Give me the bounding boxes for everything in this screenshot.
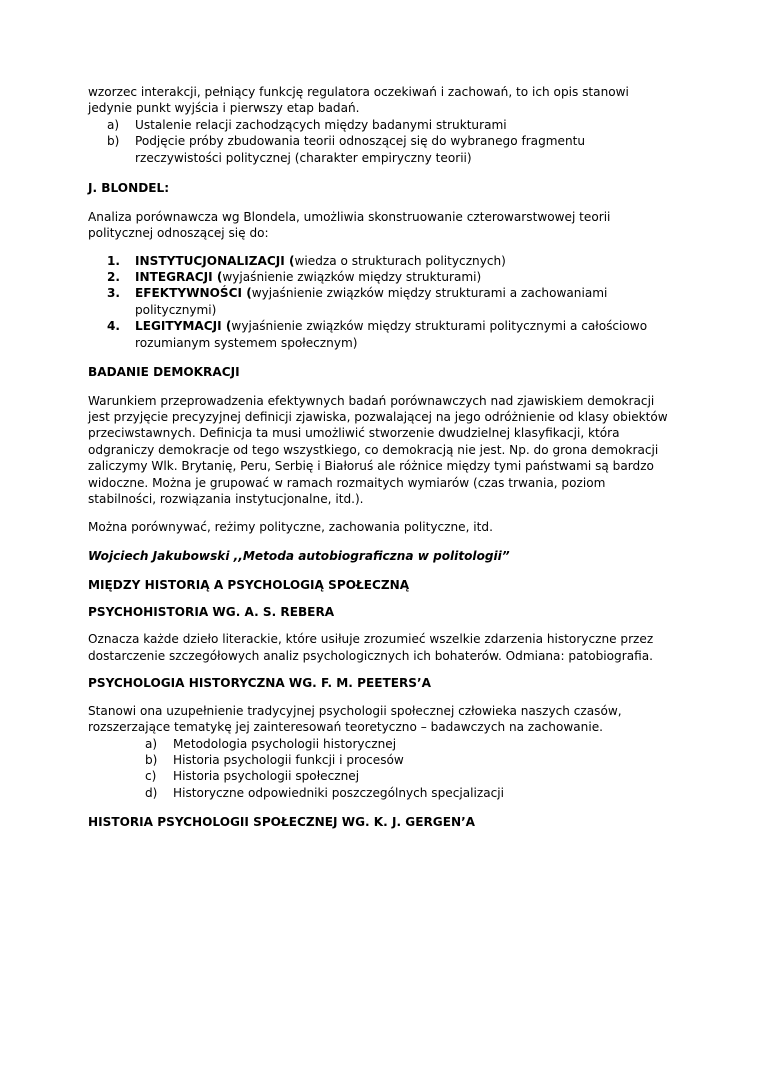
heading-miedzy-historia: MIĘDZY HISTORIĄ A PSYCHOLOGIĄ SPOŁECZNĄ xyxy=(88,577,410,592)
list-item xyxy=(88,785,668,801)
list-item-keyword: INSTYTUCJONALIZACJI ( xyxy=(135,253,295,268)
list-item xyxy=(88,768,668,784)
list-item-text: wiedza o strukturach politycznych) xyxy=(294,253,506,268)
list-item xyxy=(88,285,668,318)
list-item-keyword: INTEGRACJI ( xyxy=(135,269,223,284)
list-marker: a) xyxy=(145,736,158,751)
list-marker: 2. xyxy=(107,269,121,284)
alpha-list-top xyxy=(88,117,668,166)
list-marker: c) xyxy=(145,769,157,784)
list-item-text: Ustalenie relacji zachodzących między badanymi strukturami xyxy=(135,117,507,132)
list-marker: 3. xyxy=(107,286,121,301)
list-item xyxy=(88,253,668,269)
list-item xyxy=(88,133,668,166)
list-item-text: wyjaśnienie związków między strukturami) xyxy=(222,269,482,284)
heading-badanie-demokracji: BADANIE DEMOKRACJI xyxy=(88,365,240,380)
list-item-text: wyjaśnienie związków między strukturami politycznymi a całościowo rozumianym systemem społecznym) xyxy=(135,319,648,350)
demokracja-paragraph: Warunkiem przeprowadzenia efektywnych badań porównawczych nad zjawiskiem demokracji jest przyjęcie precyzyjnej definicji zjawiska, pozwalającej na jego odróżnienie od klasy obiektów przeciwstawnych. Definicja ta musi umożliwić stworzenie dwudzielnej klasyfikacji, która odgraniczy demokracje od tego wszystkiego, co demokracją nie jest. Np. do grona demokracji zaliczymy Wlk. Brytanię, Peru, Serbię i Białoruś ale różnice między tymi państwami są bardzo widoczne. Można je grupować w ramach rozmaitych wymiarów (czas trwania, poziom stabilności, rozwiązania instytucjonalne, itd.). xyxy=(88,393,668,507)
intro-paragraph: wzorzec interakcji, pełniący funkcję regulatora oczekiwań i zachowań, to ich opis stanowi jedynie punkt wyjścia i pierwszy etap badań. xyxy=(88,85,629,116)
peeters-paragraph: Stanowi ona uzupełnienie tradycyjnej psychologii społecznej człowieka naszych czasów, rozszerzające tematykę jej zainteresowań teoretyczno – badawczych na zachowanie. xyxy=(88,703,622,735)
numbered-list xyxy=(88,253,668,352)
list-item-text: Historia psychologii społecznej xyxy=(173,769,360,784)
list-marker: a) xyxy=(107,117,120,132)
list-item-text: wyjaśnienie związków między strukturami a zachowaniami politycznymi) xyxy=(135,286,608,317)
list-marker: 4. xyxy=(107,319,121,334)
heading-psychologia-historyczna: PSYCHOLOGIA HISTORYCZNA WG. F. M. PEETERS’A xyxy=(88,676,431,691)
list-item-text: Metodologia psychologii historycznej xyxy=(173,736,397,751)
blondel-paragraph: Analiza porównawcza wg Blondela, umożliwia skonstruowanie czterowarstwowej teorii politycznej odnoszącej się do: xyxy=(88,209,611,241)
list-item-text: Podjęcie próby zbudowania teorii odnoszącej się do wybranego fragmentu rzeczywistości politycznej (charakter empiryczny teorii) xyxy=(135,134,586,165)
heading-gergen: HISTORIA PSYCHOLOGII SPOŁECZNEJ WG. K. J. GERGEN’A xyxy=(88,815,476,830)
list-item-text: Historia psychologii funkcji i procesów xyxy=(173,753,404,767)
psychohistoria-paragraph: Oznacza każde dzieło literackie, które usiłuje zrozumieć wszelkie zdarzenia historyczne przez dostarczenie szczegółowych analiz psychologicznych ich bohaterów. Odmiana: patobiografia. xyxy=(88,632,654,663)
alpha-list-bottom xyxy=(88,736,668,802)
list-item xyxy=(88,736,668,752)
list-item-keyword: EFEKTYWNOŚCI ( xyxy=(135,286,252,301)
list-marker: b) xyxy=(145,753,158,767)
list-item xyxy=(88,117,668,133)
list-item xyxy=(88,318,668,351)
list-item-keyword: LEGITYMACJI ( xyxy=(135,319,232,334)
porownywac-paragraph: Można porównywać, reżimy polityczne, zachowania polityczne, itd. xyxy=(88,519,493,534)
heading-jakubowski: Wojciech Jakubowski ,,Metoda autobiograficzna w politologii” xyxy=(88,549,510,564)
list-marker: b) xyxy=(107,134,120,149)
list-item xyxy=(88,269,668,285)
heading-blondel: J. BLONDEL: xyxy=(88,181,170,196)
list-item xyxy=(88,752,668,768)
list-item-text: Historyczne odpowiedniki poszczególnych specjalizacji xyxy=(173,785,504,800)
heading-psychohistoria: PSYCHOHISTORIA WG. A. S. REBERA xyxy=(88,604,335,619)
list-marker: d) xyxy=(145,785,158,800)
list-marker: 1. xyxy=(107,253,121,268)
document-body xyxy=(88,84,668,831)
